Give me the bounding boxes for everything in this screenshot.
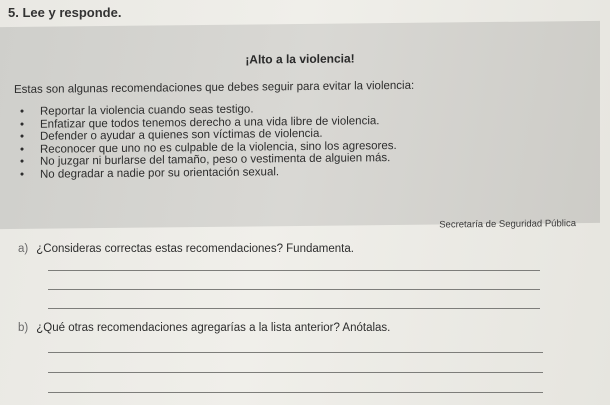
list-item: • Enfatizar que todos tenemos derecho a una vida libre de violencia.	[20, 115, 397, 132]
answer-line[interactable]	[48, 372, 543, 373]
question-a	[18, 243, 354, 255]
recommendations-list	[20, 102, 397, 182]
exercise-heading	[8, 5, 121, 20]
box-title: ¡Alto a la violencia!	[245, 51, 355, 67]
question-letter: a)	[18, 243, 29, 255]
source-credit: Secretaría de Seguridad Pública	[439, 218, 576, 231]
list-item: • No juzgar ni burlarse del tamaño, peso o vestimenta de alguien más.	[20, 152, 397, 169]
answer-line[interactable]	[48, 392, 543, 393]
question-b	[18, 322, 390, 334]
answer-line[interactable]	[48, 289, 540, 290]
list-item: • Reportar la violencia cuando seas testigo.	[20, 102, 397, 119]
exercise-instruction: Lee y responde.	[22, 5, 122, 20]
list-item: • Reconocer que uno no es culpable de la violencia, sino los agresores.	[20, 140, 397, 157]
question-text: ¿Qué otras recomendaciones agregarías a la lista anterior? Anótalas.	[36, 322, 391, 334]
list-item: • No degradar a nadie por su orientación sexual.	[20, 165, 397, 182]
list-item: • Defender o ayudar a quienes son víctimas de violencia.	[20, 127, 397, 144]
question-text: ¿Consideras correctas estas recomendaciones? Fundamenta.	[36, 243, 354, 255]
question-letter: b)	[18, 322, 29, 334]
box-intro: Estas son algunas recomendaciones que debes seguir para evitar la violencia:	[14, 79, 415, 96]
answer-line[interactable]	[48, 270, 540, 271]
answer-line[interactable]	[48, 308, 540, 309]
answer-line[interactable]	[48, 352, 543, 353]
exercise-number: 5.	[8, 5, 19, 20]
recommendations-box	[0, 21, 600, 229]
